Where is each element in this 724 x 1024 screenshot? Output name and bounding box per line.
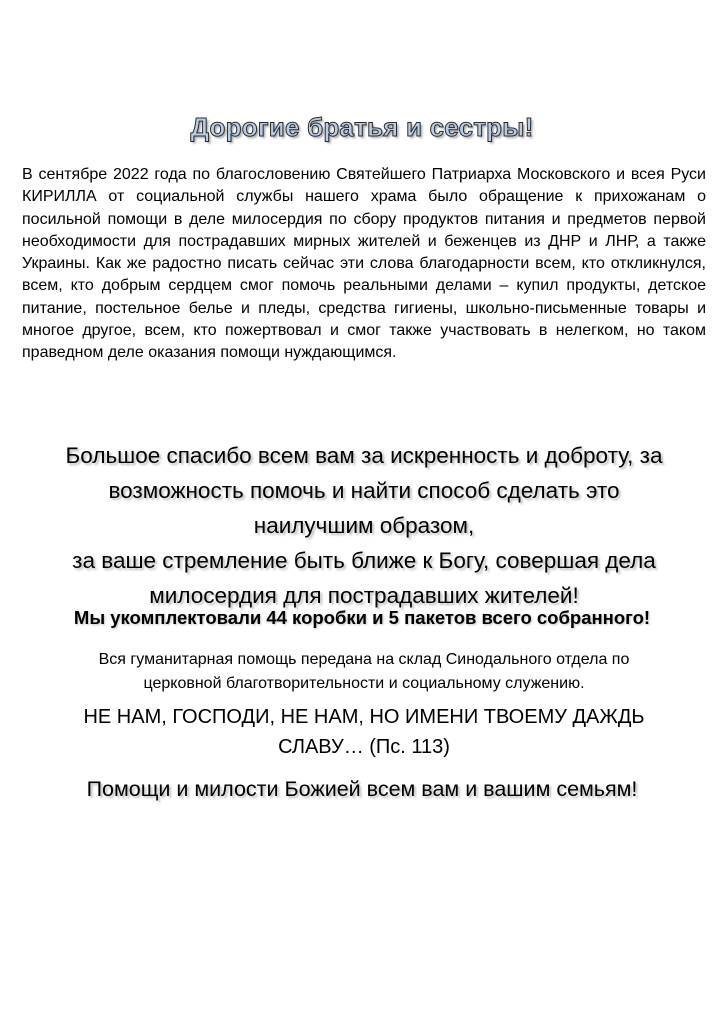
transfer-note bbox=[22, 648, 706, 696]
psalm-quote bbox=[22, 702, 706, 762]
thanks-line: Большое спасибо всем вам за искренность и доброту, за bbox=[65, 443, 663, 468]
page-title: Дорогие братья и сестры! bbox=[190, 112, 534, 142]
intro-paragraph: В сентябре 2022 года по благословению Святейшего Патриарха Московского и всея Руси КИРИЛЛА от социальной службы нашего храма было обращение к прихожанам о посильной помощи в деле милосердия по сбору продуктов питания и предметов первой необходимости для пострадавших мирных жителей и беженцев из ДНР и ЛНР, а также Украины. Как же радостно писать сейчас эти слова благодарности всем, кто откликнулся, всем, кто добрым сердцем смог помочь реальными делами – купил продукты, детское питание, постельное белье и пледы, средства гигиены, школьно-письменные товары и многое другое, всем, кто пожертвовал и смог также участвовать в нелегком, но таком праведном деле оказания помощи нуждающимся. bbox=[22, 166, 706, 362]
transfer-line: Вся гуманитарная помощь передана на склад Синодального отдела по bbox=[98, 651, 630, 668]
thanks-line: милосердия для пострадавших жителей! bbox=[149, 583, 579, 608]
psalm-line: НЕ НАМ, ГОСПОДИ, НЕ НАМ, НО ИМЕНИ ТВОЕМУ ДАЖДЬ bbox=[83, 706, 645, 728]
thanks-line: наилучшим образом, bbox=[253, 513, 475, 538]
thanks-line: возможность помочь и найти способ сделать это bbox=[108, 478, 620, 503]
boxes-summary: Мы укомплектовали 44 коробки и 5 пакетов всего собранного! bbox=[73, 607, 651, 628]
transfer-line: церковной благотворительности и социальному служению. bbox=[143, 675, 585, 692]
thanks-line: за ваше стремление быть ближе к Богу, совершая дела bbox=[72, 548, 656, 573]
psalm-line: СЛАВУ… (Пс. 113) bbox=[278, 736, 450, 758]
thanks-message bbox=[22, 438, 706, 613]
closing-blessing: Помощи и милости Божией всем вам и вашим семьям! bbox=[86, 777, 638, 801]
